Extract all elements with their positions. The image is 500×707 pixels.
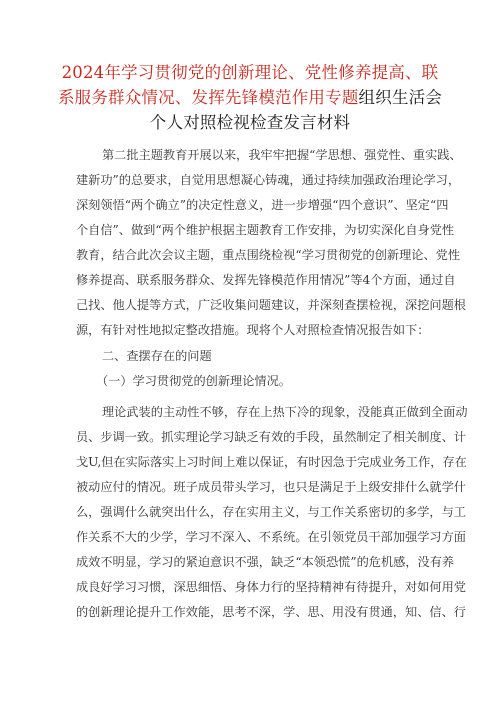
section-heading: 二、查摆存在的问题 [102,349,212,363]
body-line: 第二批主题教育开展以来，我牢牢把握“学思想、强党性、重实践、 [102,148,462,162]
body-line: 么，强调什么就突出什么，存在实用主义，与工作关系密切的多学，与工 [76,505,466,519]
body-line: 教育，结合此次会议主题，重点围绕检视“学习贯彻党的创新理论、党性 [76,248,461,262]
body-line: 成效不明显，学习的紧迫意识不强，缺乏“本领恐慌”的危机感，没有养 [76,555,455,569]
body-line: 员、步调一致。抓实理论学习缺乏有效的手段，虽然制定了相关制度、计 [76,430,466,444]
title-line-2-red: 系服务群众情况、发挥先锋模范作用专题 [57,88,359,107]
subsection-heading: （一）学习贯彻党的创新理论情况。 [96,374,291,388]
body-line: 修养提高、联系服务群众、发挥先锋模范作用情况”等4个方面，通过自 [76,273,456,287]
body-line: 成良好学习习惯，深思细悟、身体力行的坚持精神有待提升，对如何用党 [76,580,466,594]
body-line: 被动应付的情况。班子成员带头学习，也只是满足于上级安排什么就学什 [76,480,466,494]
body-line: 深刻领悟“两个确立”的决定性意义，进一步增强“四个意识”、坚定“四 [76,198,449,212]
body-line: 的创新理论提升工作效能，思考不深，学、思、用没有贯通，知、信、行 [76,605,466,619]
title-line-2 [0,87,500,109]
body-line: 理论武装的主动性不够，存在上热下冷的现象，没能真正做到全面动 [102,405,468,419]
body-line: 建新功”的总要求，自觉用思想凝心铸魂，通过持续加强政治理论学习， [76,173,461,187]
title-line-2-black: 组织生活会 [358,88,443,107]
body-line: 己找、他人提等方式，广泛收集问题建议，并深刻查摆检视，深挖问题根 [76,298,466,312]
body-line: 戈U,但在实际落实上习时间上难以保证，有时因急于完成业务工作，存在 [76,455,467,469]
body-line: 个自信”、做到“两个维护根据主题教育工作安排，为切实深化自身党性 [76,223,455,237]
title-line-3: 个人对照检视检查发言材料 [149,113,351,132]
body-line: 源，有针对性地拟定整改措施。现将个人对照检查情况报告如下： [76,323,430,337]
body-line: 作关系不大的少学，学习不深入、不系统。在引领党员干部加强学习方面 [76,530,466,544]
title-line-1: 2024年学习贯彻党的创新理论、党性修养提高、联 [61,63,439,82]
